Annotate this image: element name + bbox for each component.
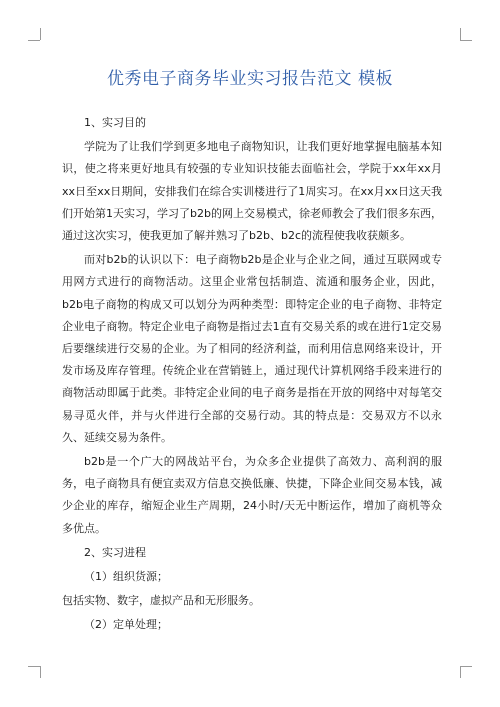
section-heading-2: 2、实习进程 <box>84 545 146 559</box>
section-heading-1: 1、实习目的 <box>84 116 146 129</box>
list-item-1: （1）组织货源； <box>84 570 168 584</box>
crop-mark-bottom-left-v <box>40 666 41 678</box>
crop-mark-top-right-h <box>460 40 472 41</box>
document-body <box>62 112 442 637</box>
paragraph-4: 包括实物、数字，虚拟产品和无形服务。 <box>62 594 260 608</box>
crop-mark-bottom-right-v <box>460 666 461 678</box>
list-item-2: （2）定单处理； <box>84 618 168 632</box>
paragraph-1: 学院为了让我们学到更多地电子商物知识，让我们更好地掌握电脑基本知识，使之将来更好地具有较强的专业知识技能去面临社会，学院于xx年xx月xx日至xx日期间，安排我们在综合实训楼进行了1周实习。在xx月xx日这天我们开始第1天实习，学习了b2b的网上交易模式，徐老师教会了我们很多东西，通过这次实习，使我更加了解并熟习了b2b、b2c的流程使我收获颇多。 <box>62 140 442 243</box>
crop-mark-top-left-h <box>28 40 40 41</box>
crop-mark-bottom-left-h <box>28 666 40 667</box>
crop-mark-top-left-v <box>40 28 41 40</box>
document-title: 优秀电子商务毕业实习报告范文 模板 <box>107 69 393 89</box>
crop-mark-top-right-v <box>460 28 461 40</box>
crop-mark-bottom-right-h <box>460 666 472 667</box>
paragraph-2: 而对b2b的认识以下：电子商物b2b是企业与企业之间，通过互联网或专用网方式进行的商物活动。这里企业常包括制造、流通和服务企业，因此，b2b电子商物的构成又可以划分为两种类型：即特定企业的电子商物、非特定企业电子商物。特定企业电子商物是指过去1直有交易关系的或在进行1定交易后要继续进行交易的企业。为了相同的经济利益，而利用信息网络来设计，开发市场及库存管理。传统企业在营销链上，通过现代计算机网络手段来进行的商物活动即属于此类。非特定企业间的电子商务是指在开放的网络中对每笔交易寻觅火伴，并与火伴进行全部的交易行动。其的特点是：交易双方不以永久、延续交易为条件。 <box>62 253 442 444</box>
paragraph-3: b2b是一个广大的网战站平台，为众多企业提供了高效力、高利润的服务，电子商物具有便宜卖双方信息交换低廉、快捷，下降企业间交易本钱，减少企业的库存，缩短企业生产周期，24小时/天无中断运作，增加了商机等众多优点。 <box>62 455 442 535</box>
